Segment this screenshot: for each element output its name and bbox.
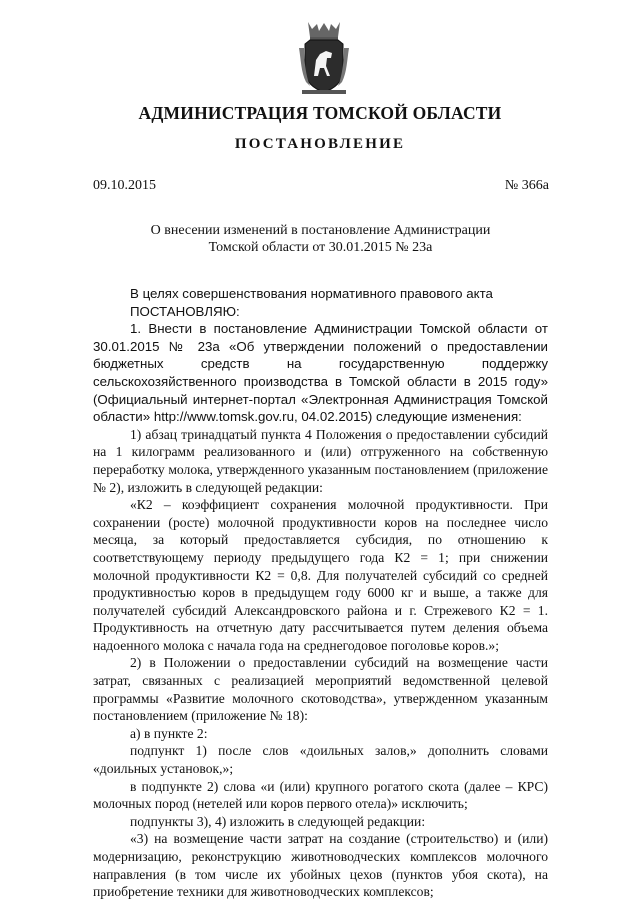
document-number: № 366а	[504, 178, 549, 193]
body-paragraph: а) в пункте 2:	[130, 725, 208, 741]
body-paragraph: В целях совершенствования нормативного правового акта	[130, 286, 493, 301]
body-paragraph: 1. Внести в постановление Администрации Томской области от 30.01.2015 № 23а «Об утверждении положений о предоставлении бюджетных средств на государственную поддержку сельскохозяйственного производства в Томской области в 2015 году» (Официальный интернет-портал «Электронная Администрация Томской области» http://www.tomsk.gov.ru, 04.02.2015) следующие изменения:	[93, 321, 548, 425]
body-paragraph: 1) абзац тринадцатый пункта 4 Положения о предоставлении субсидий на 1 килограмм реализованного и (или) отгруженного на собственную переработку молока, утвержденного указанным постановлением (приложение № 2), изложить в следующей редакции:	[93, 426, 548, 495]
body-paragraph: «К2 – коэффициент сохранения молочной продуктивности. При сохранении (росте) молочной продуктивности коров на последнее число месяца, за который предоставляется субсидия, по отношению к соответствующему периоду предыдущего года К2 = 1; при снижении молочной продуктивности К2 = 0,8. Для получателей субсидий со средней продуктивностью коров в предыдущем году 6000 кг и выше, а также для получателей субсидий Александровского района и г. Стрежевого К2 = 1. Продуктивность на отчетную дату рассчитывается путем деления объема надоенного молока с начала года на среднегодовое поголовье коров.»;	[93, 497, 548, 653]
body-paragraph: подпункты 3), 4) изложить в следующей редакции:	[130, 813, 426, 829]
body-paragraph: ПОСТАНОВЛЯЮ:	[130, 303, 240, 319]
document-title-line: О внесении изменений в постановление Администрации	[150, 223, 491, 238]
organization-heading: АДМИНИСТРАЦИЯ ТОМСКОЙ ОБЛАСТИ	[138, 103, 502, 123]
document-body	[93, 285, 548, 901]
body-paragraph: 2) в Положении о предоставлении субсидий на возмещение части затрат, связанных с реализацией мероприятий ведомственной целевой программы «Развитие молочного скотоводства», утвержденном указанным постановлением (приложение № 18):	[93, 655, 548, 724]
body-paragraph: в подпункте 2) слова «и (или) крупного рогатого скота (далее – КРС) молочных пород (нетелей или коров первого отела)» исключить;	[93, 778, 548, 812]
document-date: 09.10.2015	[93, 178, 156, 193]
document-type-heading: ПОСТАНОВЛЕНИЕ	[234, 136, 406, 152]
document-title-line: Томской области от 30.01.2015 № 23а	[208, 240, 433, 255]
body-paragraph: подпункт 1) после слов «доильных залов,» дополнить словами «доильных установок,»;	[93, 743, 548, 777]
body-paragraph: «3) на возмещение части затрат на создание (строительство) и (или) модернизацию, реконструкцию животноводческих комплексов молочного направления (в том числе их убойных цехов (пунктов убоя скота), на приобретение техники для животноводческих комплексов;	[93, 831, 548, 900]
tomsk-oblast-coat-of-arms-icon	[298, 20, 350, 96]
document-title	[93, 222, 548, 256]
